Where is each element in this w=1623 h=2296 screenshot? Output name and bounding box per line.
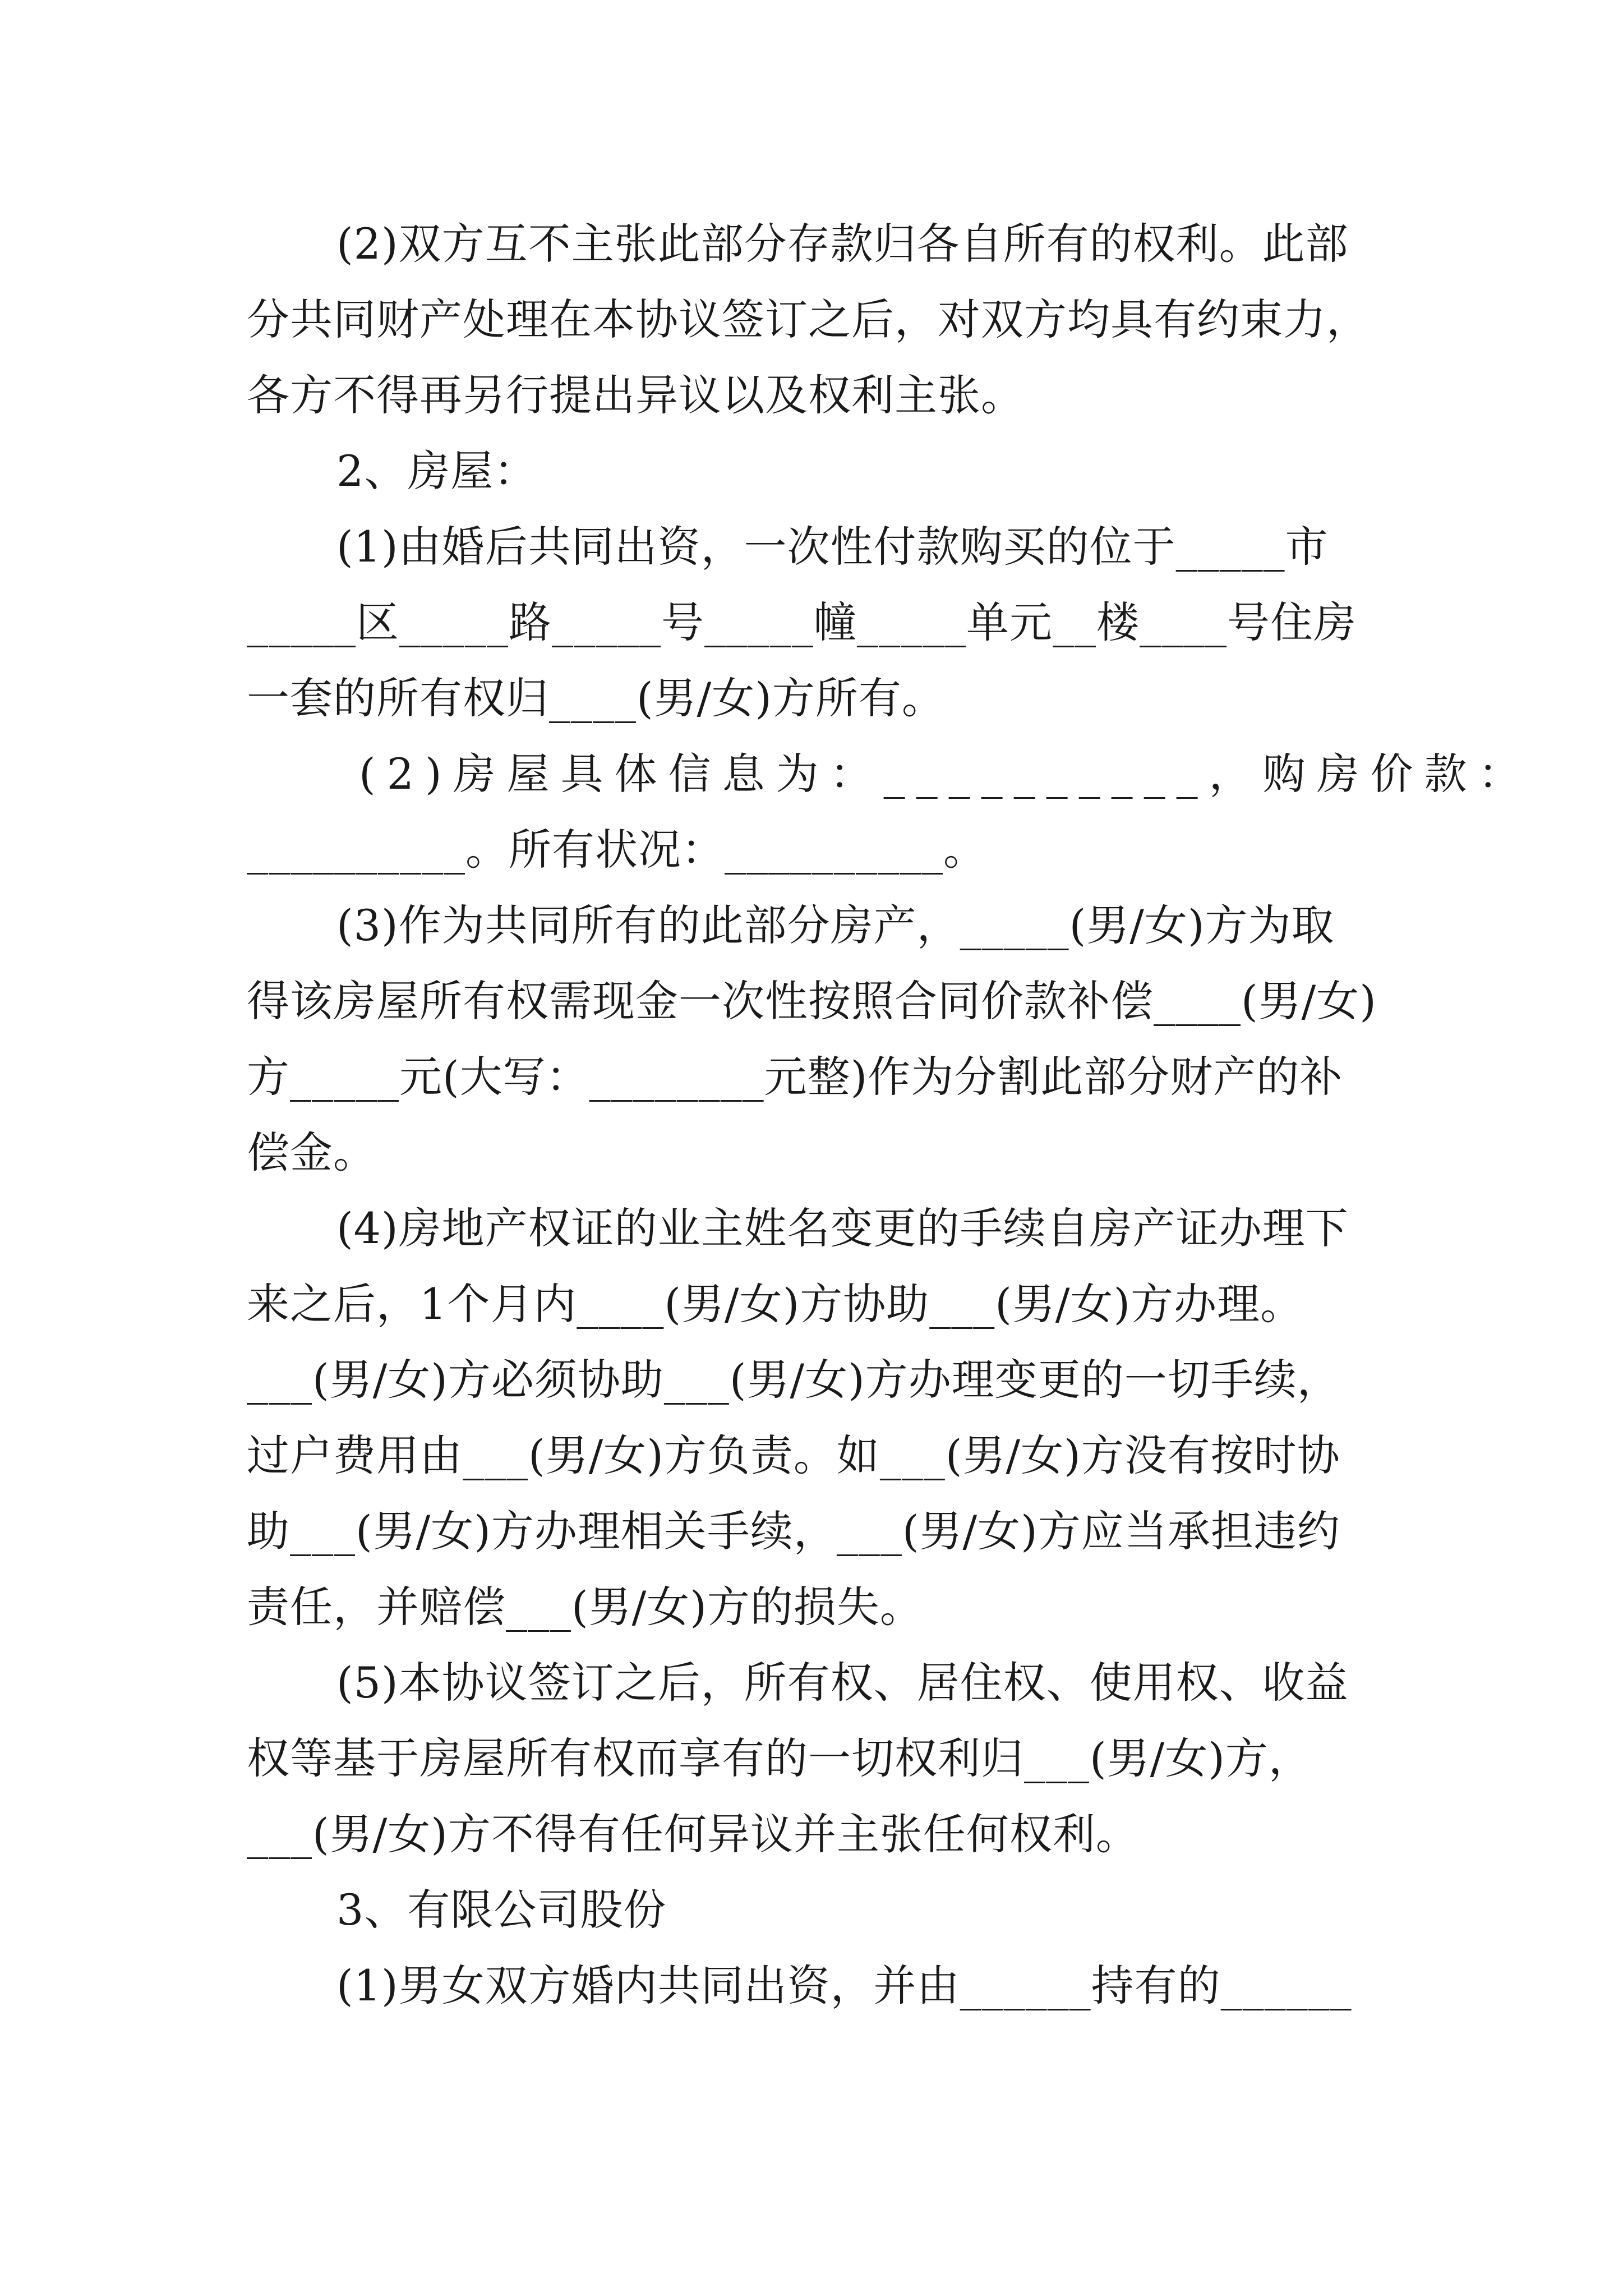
- paragraph-line: 过户费用由___(男/女)方负责。如___(男/女)方没有按时协: [247, 1430, 1340, 1480]
- paragraph-line: 偿金。: [247, 1128, 376, 1177]
- paragraph-line: 一套的所有权归____(男/女)方所有。: [247, 673, 945, 723]
- paragraph-line: ___(男/女)方必须协助___(男/女)方办理变更的一切手续，: [247, 1355, 1340, 1405]
- paragraph-line: ___(男/女)方不得有任何异议并主张任何权利。: [247, 1809, 1139, 1859]
- paragraph-line: 责任，并赔偿___(男/女)方的损失。: [247, 1582, 923, 1632]
- paragraph-line: (1)由婚后共同出资，一次性付款购买的位于_____市: [336, 522, 1329, 572]
- section-heading: 3、有限公司股份: [336, 1885, 667, 1935]
- paragraph-line: (2)双方互不主张此部分存款归各自所有的权利。此部: [336, 219, 1349, 269]
- paragraph-line: 分共同财产处理在本协议签订之后，对双方均具有约束力，: [247, 295, 1370, 344]
- section-heading: 2、房屋：: [336, 446, 537, 496]
- paragraph-line: (5)本协议签订之后，所有权、居住权、使用权、收益: [336, 1658, 1349, 1708]
- paragraph-line: (4)房地产权证的业主姓名变更的手续自房产证办理下: [336, 1203, 1349, 1253]
- paragraph-line: _____区_____路_____号_____幢_____单元__楼____号住房: [247, 597, 1357, 647]
- paragraph-line: 权等基于房屋所有权而享有的一切权利归___(男/女)方，: [247, 1733, 1312, 1783]
- paragraph-line: 来之后，1个月内____(男/女)方协助___(男/女)方办理。: [247, 1279, 1304, 1329]
- paragraph-line: (1)男女双方婚内共同出资，并由______持有的______: [336, 1961, 1352, 2010]
- paragraph-line: __________。所有状况：__________。: [247, 825, 986, 875]
- paragraph-line: 得该房屋所有权需现金一次性按照合同价款补偿____(男/女): [247, 976, 1377, 1026]
- paragraph-line: 方_____元(大写：________元整)作为分割此部分财产的补: [247, 1052, 1343, 1102]
- paragraph-line: (3)作为共同所有的此部分房产，_____(男/女)方为取: [336, 900, 1335, 950]
- paragraph-line: (2)房屋具体信息为：__________，购房价款：: [359, 749, 1532, 799]
- paragraph-line: 各方不得再另行提出异议以及权利主张。: [247, 370, 1024, 420]
- paragraph-line: 助___(男/女)方办理相关手续，___(男/女)方应当承担违约: [247, 1506, 1340, 1556]
